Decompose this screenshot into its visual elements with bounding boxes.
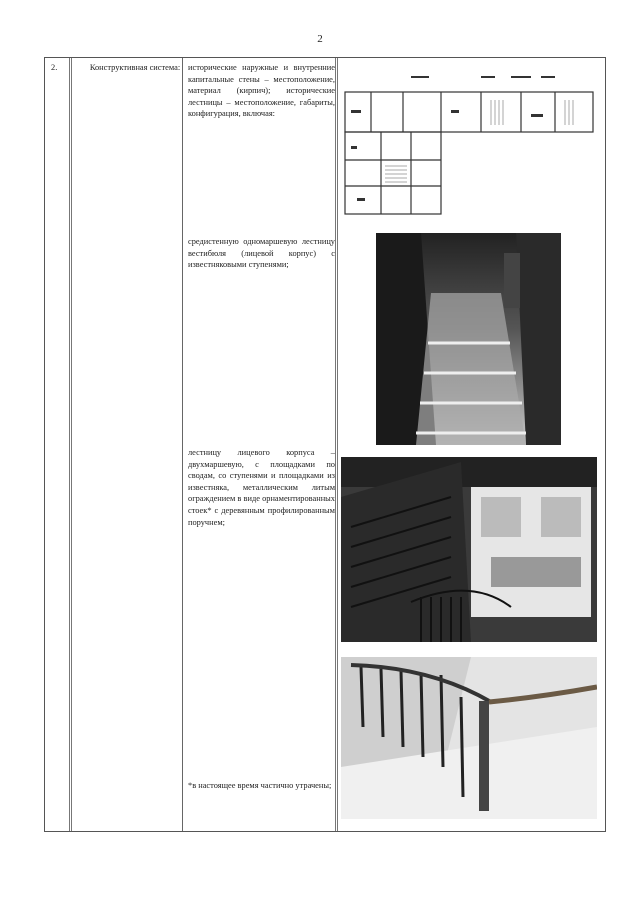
- description-vestibule-stair: средистенную одномаршевую лестницу вестибюля (лицевой корпус) с известняковыми ступенями;: [188, 237, 335, 270]
- row-number: 2.: [51, 63, 58, 72]
- column-divider: [182, 58, 183, 831]
- description-footnote: *в настоящее время частично утрачены;: [188, 781, 332, 790]
- description-walls: исторические наружные и внутренние капитальные стены – местоположение, материал (кирпич); исторические лестницы – местоположение, габариты, конфигурация, включая:: [188, 63, 335, 119]
- vestibule-stair-photo: [376, 233, 561, 445]
- section-title: Конструктивная система:: [89, 63, 181, 72]
- attributes-table: [44, 57, 606, 832]
- description-main-stair: лестницу лицевого корпуса – двухмаршевую, с площадками по сводам, со ступенями и площадками из известняка, металлическим литым ограждением в виде орнаментированных стоек* с деревянным профилированным поручнем;: [188, 448, 335, 527]
- page-number: 2: [317, 33, 323, 45]
- column-divider: [69, 58, 72, 831]
- balustrade-photo: [341, 657, 597, 819]
- floor-plan-image: [341, 70, 597, 216]
- column-divider: [335, 58, 338, 831]
- main-stair-photo: [341, 457, 597, 642]
